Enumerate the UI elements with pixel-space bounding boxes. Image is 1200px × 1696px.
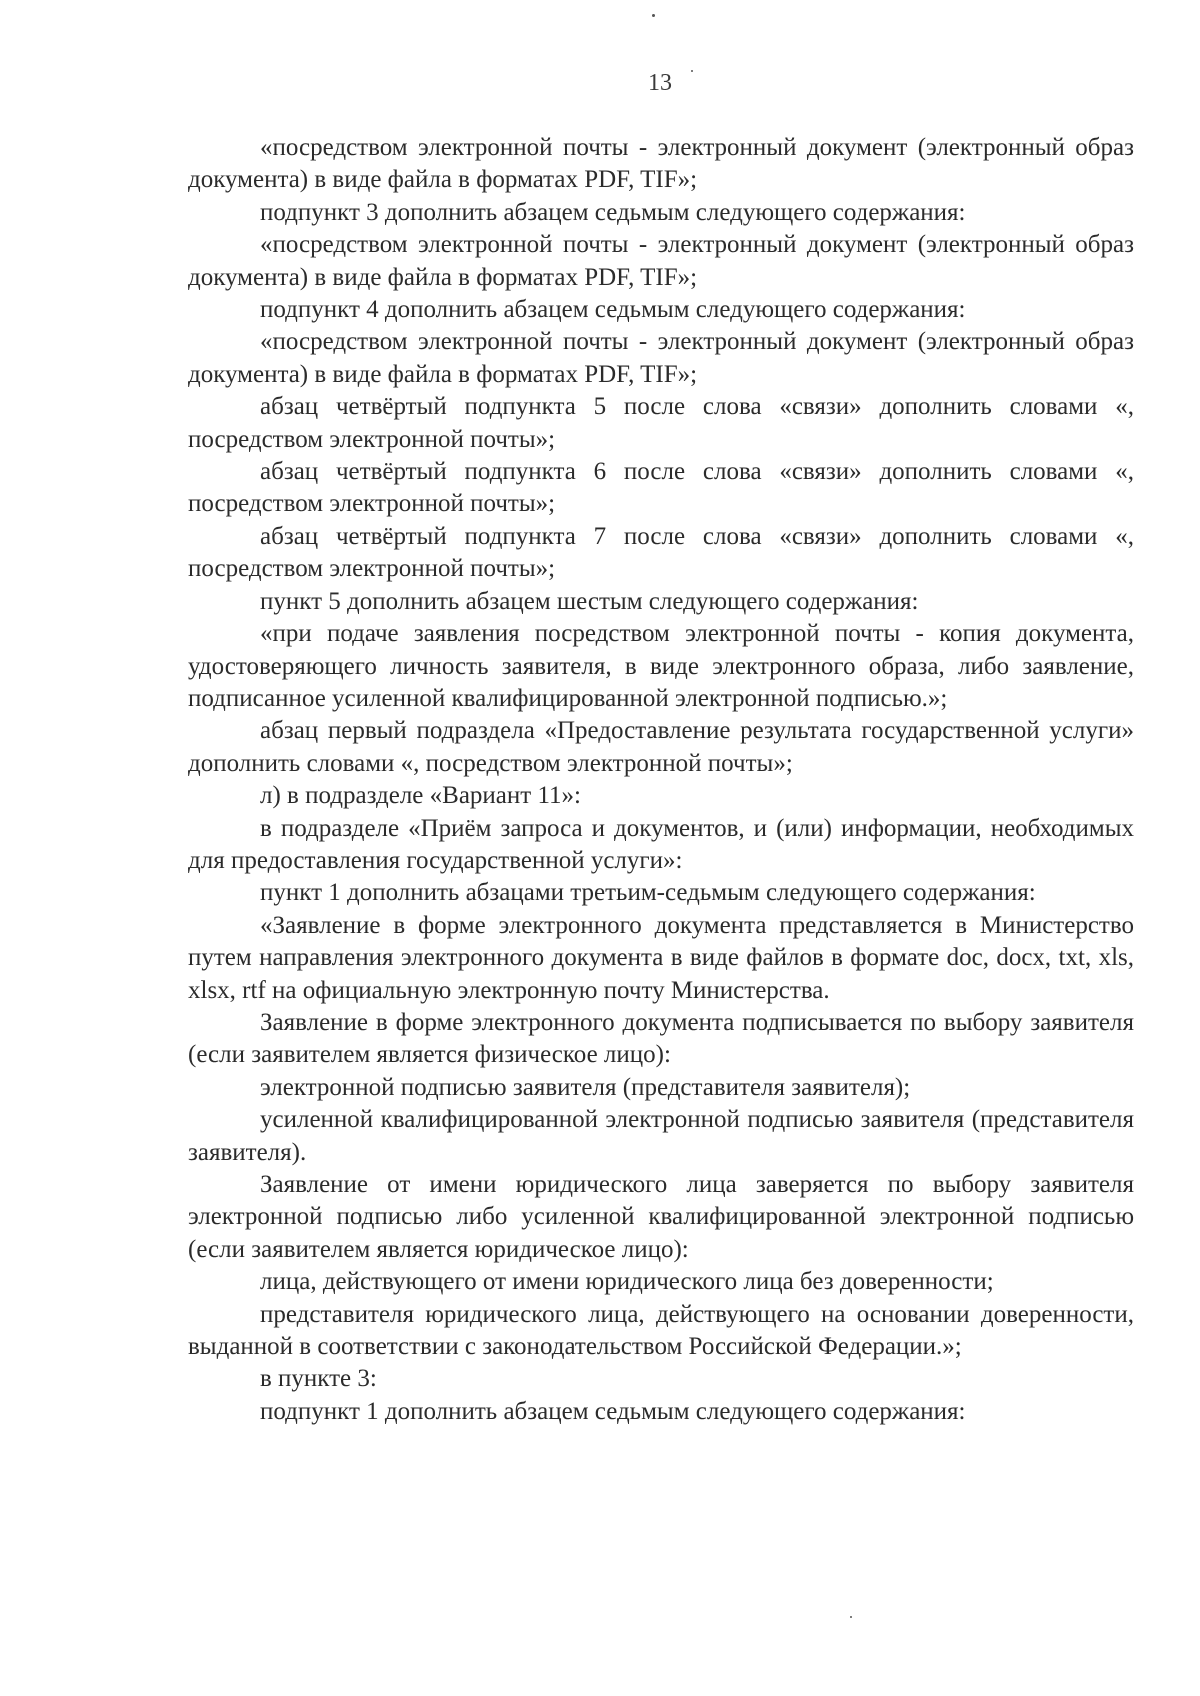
paragraph: в подразделе «Приём запроса и документов, и (или) информации, необходимых для предоставления государственной услуги»: [188,814,1134,874]
paragraph: Заявление от имени юридического лица заверяется по выбору заявителя электронной подписью либо усиленной квалифицированной электронной подписью (если заявителем является юридическое лицо): [188,1171,1134,1263]
paragraph: абзац первый подраздела «Предоставление результата государственной услуги» дополнить словами «, посредством электронной почты»; [188,717,1134,777]
paragraph: пункт 5 дополнить абзацем шестым следующего содержания: [260,587,919,615]
paragraph: представителя юридического лица, действующего на основании доверенности, выданной в соответствии с законодательством Российской Федерации.»; [188,1300,1134,1361]
paragraph: электронной подписью заявителя (представителя заявителя); [260,1073,911,1101]
paragraph: «Заявление в форме электронного документа представляется в Министерство путем направления электронного документа в виде файлов в формате doc, docx, txt, xls, xlsx, rtf на официальную электронную почту Министерства. [188,911,1134,1004]
paragraph: Заявление в форме электронного документа подписывается по выбору заявителя (если заявителем является физическое лицо): [188,1008,1134,1069]
page-number: 13 [648,70,672,96]
paragraph: «посредством электронной почты - электронный документ (электронный образ документа) в виде файла в форматах PDF, TIF»; [188,231,1134,291]
paragraph: подпункт 4 дополнить абзацем седьмым следующего содержания: [260,296,966,324]
paragraph: пункт 1 дополнить абзацами третьим-седьмым следующего содержания: [260,879,1036,907]
paragraph: абзац четвёртый подпункта 7 после слова «связи» дополнить словами «, посредством электронной почты»; [188,522,1134,583]
paragraph: усиленной квалифицированной электронной подписью заявителя (представителя заявителя). [188,1106,1134,1166]
paragraph: л) в подразделе «Вариант 11»: [260,782,581,810]
scan-speck [691,70,693,72]
paragraph: подпункт 1 дополнить абзацем седьмым следующего содержания: [260,1397,966,1425]
paragraph: «при подаче заявления посредством электронной почты - копия документа, удостоверяющего личность заявителя, в виде электронного образа, либо заявление, подписанное усиленной квалифицированной электронной подписью.»; [188,620,1134,712]
paragraph: подпункт 3 дополнить абзацем седьмым следующего содержания: [260,198,966,226]
paragraph: лица, действующего от имени юридического лица без доверенности; [260,1268,994,1296]
paragraph: «посредством электронной почты - электронный документ (электронный образ документа) в виде файла в форматах PDF, TIF»; [188,328,1134,388]
scan-speck [652,14,655,17]
scan-speck [850,1616,852,1618]
paragraph: в пункте 3: [260,1365,377,1393]
document-body [188,132,1134,1428]
paragraph: «посредством электронной почты - электронный документ (электронный образ документа) в виде файла в форматах PDF, TIF»; [188,134,1134,194]
paragraph: абзац четвёртый подпункта 6 после слова «связи» дополнить словами «, посредством электронной почты»; [188,458,1134,518]
paragraph: абзац четвёртый подпункта 5 после слова «связи» дополнить словами «, посредством электронной почты»; [188,393,1134,453]
